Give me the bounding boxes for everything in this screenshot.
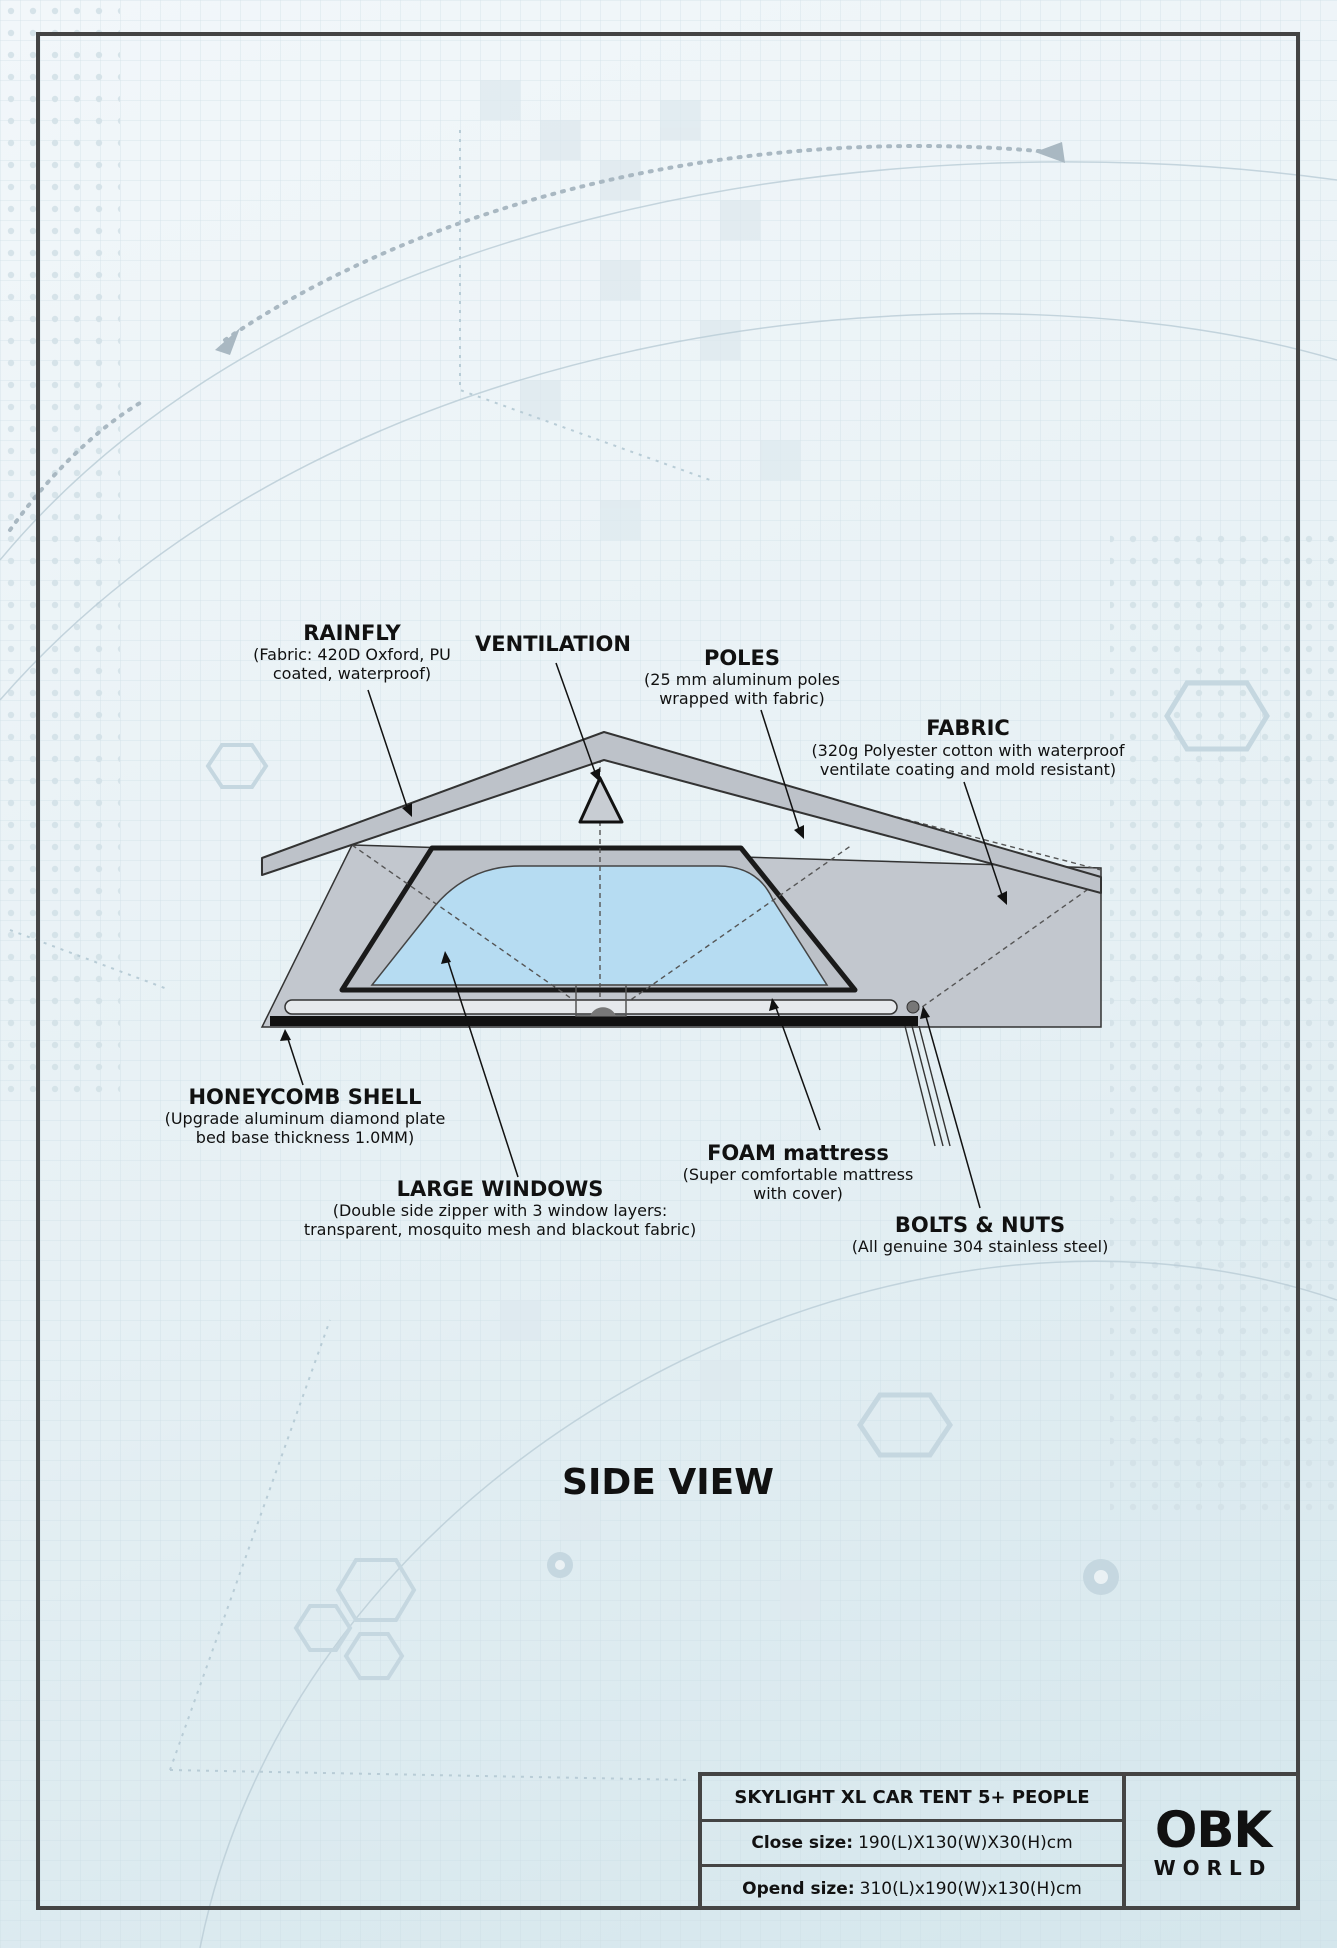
logo-bottom-text: WORLD <box>1153 1856 1273 1880</box>
poles-desc-line2: wrapped with fabric) <box>659 689 825 708</box>
windows-title: LARGE WINDOWS <box>396 1177 604 1201</box>
bolt-shafts <box>905 1026 950 1146</box>
fabric-desc-line1: (320g Polyester cotton with waterproof <box>811 741 1125 760</box>
open-size-value: 310(L)x190(W)x130(H)cm <box>859 1878 1082 1899</box>
bolt-icon <box>907 1001 919 1013</box>
poles-desc-line1: (25 mm aluminum poles <box>644 670 840 689</box>
foam-desc-line2: with cover) <box>753 1184 843 1203</box>
foam-mattress <box>285 1000 897 1014</box>
windows-desc-line2: transparent, mosquito mesh and blackout fabric) <box>303 1220 697 1239</box>
ventilation-title: VENTILATION <box>475 632 631 656</box>
ventilation-vent <box>580 778 622 822</box>
poles-title: POLES <box>703 646 781 670</box>
fabric-title: FABRIC <box>926 716 1010 740</box>
bolts-title: BOLTS & NUTS <box>894 1213 1066 1237</box>
product-info <box>702 1776 1126 1910</box>
foam-desc-line1: (Super comfortable mattress <box>682 1165 914 1184</box>
view-title: SIDE VIEW <box>562 1462 774 1503</box>
honeycomb-desc-line1: (Upgrade aluminum diamond plate <box>164 1109 446 1128</box>
close-size-row <box>702 1819 1122 1865</box>
open-size-row <box>702 1864 1122 1910</box>
close-size-value: 190(L)X130(W)X30(H)cm <box>858 1833 1073 1853</box>
logo-top-text: OBK <box>1154 1801 1272 1859</box>
honeycomb-desc-line2: bed base thickness 1.0MM) <box>195 1128 415 1147</box>
title-block <box>698 1772 1300 1910</box>
obk-world-logo <box>1126 1776 1300 1910</box>
foam-title: FOAM mattress <box>707 1141 889 1165</box>
close-size-label: Close size: <box>751 1833 854 1853</box>
open-size-label: Opend size: <box>742 1878 855 1899</box>
bolts-desc-line1: (All genuine 304 stainless steel) <box>851 1237 1109 1256</box>
rainfly-desc-line1: (Fabric: 420D Oxford, PU <box>253 645 451 664</box>
windows-desc-line1: (Double side zipper with 3 window layers: <box>332 1201 668 1220</box>
rainfly-desc-line2: coated, waterproof) <box>272 664 432 683</box>
product-name: SKYLIGHT XL CAR TENT 5+ PEOPLE <box>734 1786 1090 1808</box>
fabric-desc-line2: ventilate coating and mold resistant) <box>819 760 1117 779</box>
rainfly-title: RAINFLY <box>303 621 401 645</box>
honeycomb-shell-base <box>270 1016 918 1026</box>
honeycomb-title: HONEYCOMB SHELL <box>188 1085 422 1109</box>
